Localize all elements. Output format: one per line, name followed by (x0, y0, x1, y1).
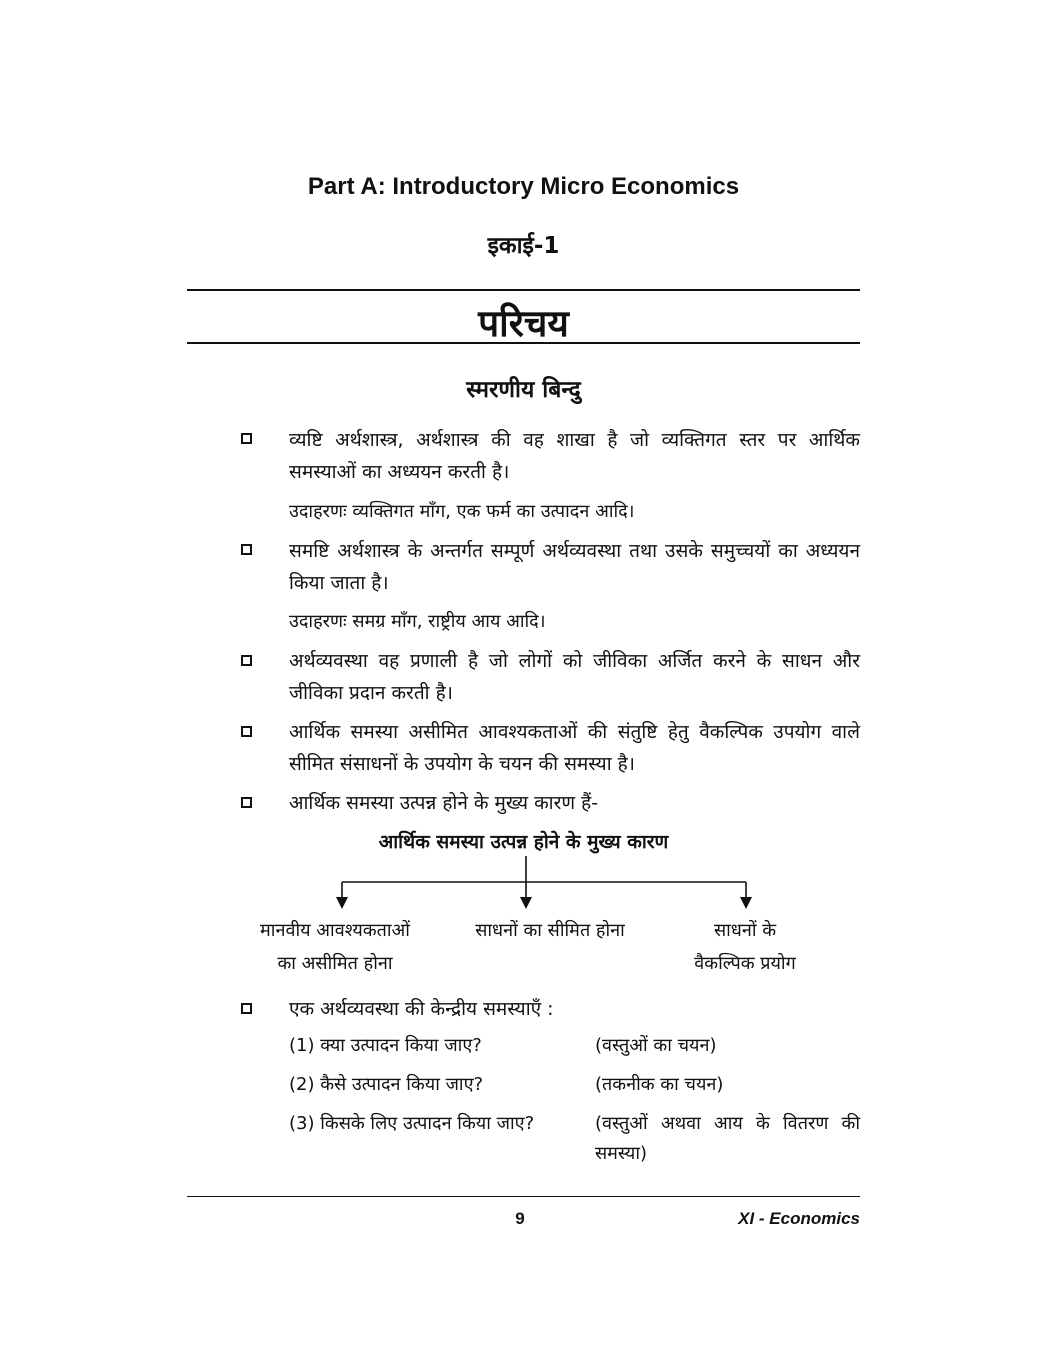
causes-tree-connector (330, 856, 760, 912)
cause-line: का असीमित होना (277, 953, 393, 974)
cause-item (445, 914, 655, 947)
cause-item (660, 914, 830, 980)
problem-question: (1) क्या उत्पादन किया जाए? (289, 1035, 482, 1056)
point-text: समष्टि अर्थशास्त्र के अन्तर्गत सम्पूर्ण अर्थव्यवस्था तथा उसके समुच्चयों का अध्ययन किया जाता है। (289, 540, 860, 594)
problem-answer: (वस्तुओं अथवा आय के वितरण की समस्या) (595, 1113, 860, 1164)
footer-rule (187, 1196, 860, 1197)
unit-label: इकाई-1 (487, 233, 560, 259)
point-text: आर्थिक समस्या असीमित आवश्यकताओं की संतुष्टि हेतु वैकल्पिक उपयोग वाले सीमित संसाधनों के उपयोग के चयन की समस्या है। (289, 721, 860, 775)
point-example: उदाहरणः व्यक्तिगत माँग, एक फर्म का उत्पादन आदि। (289, 501, 635, 522)
checkbox-bullet-icon (241, 433, 252, 444)
checkbox-bullet-icon (241, 655, 252, 666)
cause-line: मानवीय आवश्यकताओं (260, 920, 410, 941)
problem-question: (3) किसके लिए उत्पादन किया जाए? (289, 1113, 535, 1134)
top-rule (187, 289, 860, 291)
chapter-bottom-rule (187, 342, 860, 344)
checkbox-bullet-icon (241, 544, 252, 555)
problem-question: (2) कैसे उत्पादन किया जाए? (289, 1074, 484, 1095)
page-number: 9 (515, 1209, 525, 1228)
central-problems-intro: एक अर्थव्यवस्था की केन्द्रीय समस्याएँ : (289, 998, 554, 1020)
section-title: स्मरणीय बिन्दु (466, 377, 581, 403)
problem-answer: (तकनीक का चयन) (595, 1074, 724, 1095)
cause-line: साधनों का सीमित होना (475, 920, 625, 941)
cause-item (240, 914, 430, 980)
part-title: Part A: Introductory Micro Economics (307, 173, 740, 200)
book-label: XI - Economics (738, 1209, 860, 1228)
arrow-down-icon (336, 897, 348, 909)
point-text: व्यष्टि अर्थशास्त्र, अर्थशास्त्र की वह शाखा है जो व्यक्तिगत स्तर पर आर्थिक समस्याओं का अध्ययन करती है। (289, 429, 860, 483)
cause-line: वैकल्पिक प्रयोग (694, 953, 796, 974)
problem-answer: (वस्तुओं का चयन) (595, 1035, 717, 1056)
chapter-title: परिचय (478, 302, 569, 345)
point-text: अर्थव्यवस्था वह प्रणाली है जो लोगों को जीविका अर्जित करने के साधन और जीविका प्रदान करती है। (289, 650, 860, 704)
point-example: उदाहरणः समग्र माँग, राष्ट्रीय आय आदि। (289, 611, 546, 632)
checkbox-bullet-icon (241, 1003, 252, 1014)
arrow-down-icon (520, 897, 532, 909)
checkbox-bullet-icon (241, 726, 252, 737)
checkbox-bullet-icon (241, 797, 252, 808)
point-text: आर्थिक समस्या उत्पन्न होने के मुख्य कारण हैं- (289, 792, 599, 814)
arrow-down-icon (740, 897, 752, 909)
diagram-title: आर्थिक समस्या उत्पन्न होने के मुख्य कारण (378, 831, 669, 853)
cause-line: साधनों के (713, 920, 777, 941)
